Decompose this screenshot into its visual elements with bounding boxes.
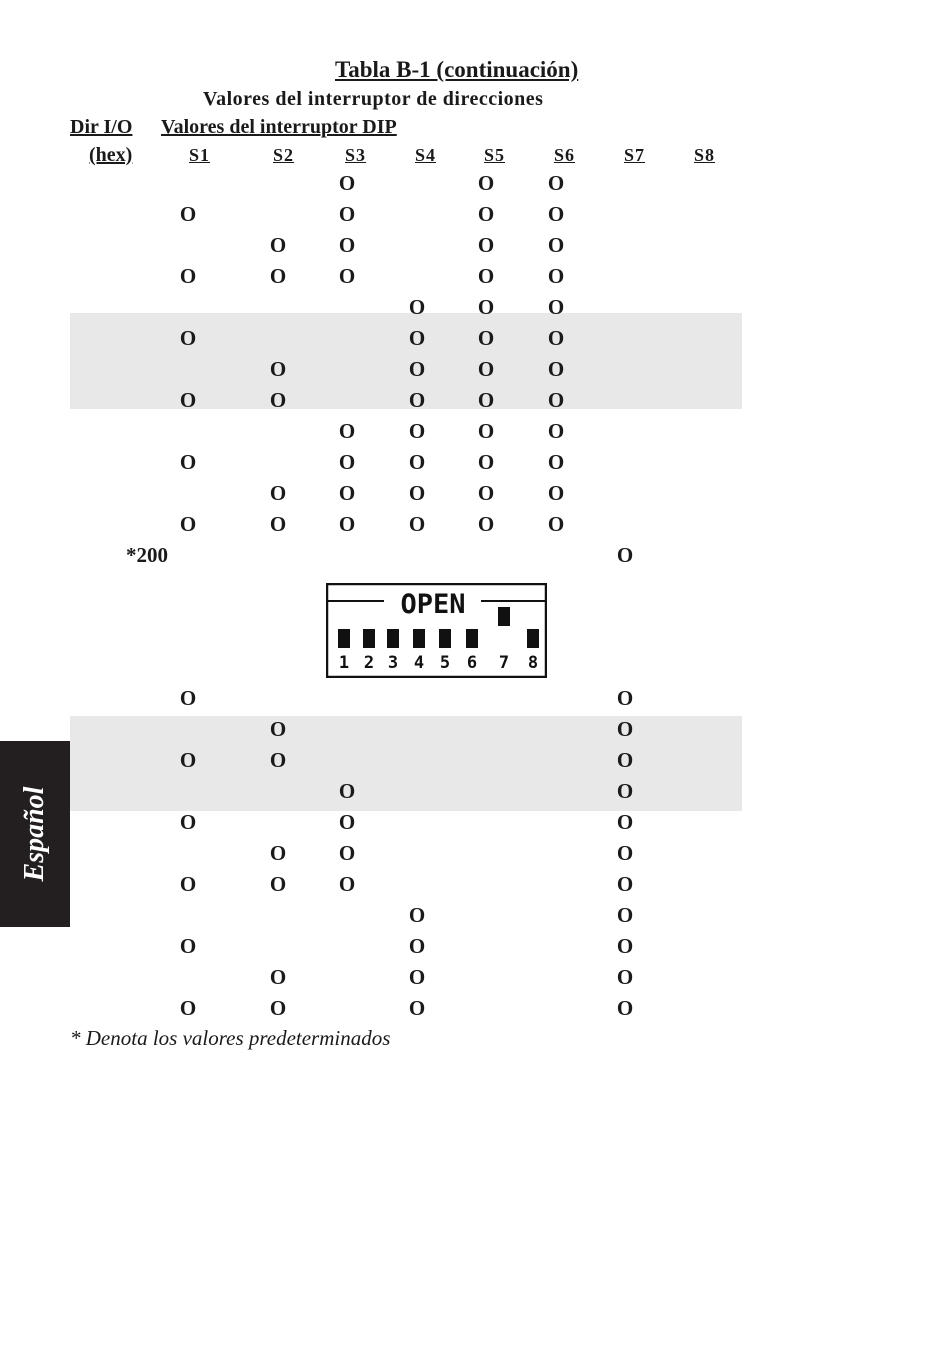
switch-s3-cell: O <box>338 512 356 536</box>
switch-s6-cell: O <box>547 233 565 257</box>
switch-s7-cell: O <box>616 996 634 1020</box>
header-dip-values: Valores del interruptor DIP <box>161 116 397 138</box>
switch-s7-cell: O <box>616 686 634 710</box>
switch-s6-cell: O <box>547 326 565 350</box>
switch-s1-cell: O <box>179 934 197 958</box>
switch-s5-cell: O <box>477 481 495 505</box>
switch-s2-cell: O <box>269 233 287 257</box>
switch-s6-cell: O <box>547 295 565 319</box>
switch-s4-cell: O <box>408 295 426 319</box>
language-label: Español <box>19 786 50 882</box>
header-s2: S2 <box>273 145 295 165</box>
dip-switch-8 <box>527 629 539 648</box>
dip-number-7: 7 <box>498 653 510 673</box>
switch-s1-cell: O <box>179 326 197 350</box>
switch-s5-cell: O <box>477 264 495 288</box>
switch-s3-cell: O <box>338 872 356 896</box>
switch-s1-cell: O <box>179 996 197 1020</box>
switch-s1-cell: O <box>179 748 197 772</box>
switch-s2-cell: O <box>269 996 287 1020</box>
switch-s5-cell: O <box>477 202 495 226</box>
switch-s2-cell: O <box>269 481 287 505</box>
table-subtitle: Valores del interruptor de direcciones <box>203 88 544 110</box>
switch-s4-cell: O <box>408 512 426 536</box>
switch-s3-cell: O <box>338 264 356 288</box>
dip-number-2: 2 <box>363 653 375 673</box>
table-row <box>0 292 950 323</box>
switch-s3-cell: O <box>338 419 356 443</box>
switch-s5-cell: O <box>477 171 495 195</box>
table-row <box>0 478 950 509</box>
dip-open-label: OPEN <box>400 589 466 620</box>
header-s8: S8 <box>694 145 716 165</box>
switch-s4-cell: O <box>408 450 426 474</box>
switch-s2-cell: O <box>269 264 287 288</box>
switch-s4-cell: O <box>408 388 426 412</box>
switch-s5-cell: O <box>477 388 495 412</box>
header-s5: S5 <box>484 145 506 165</box>
switch-s6-cell: O <box>547 202 565 226</box>
switch-s3-cell: O <box>338 450 356 474</box>
table-row <box>0 993 950 1024</box>
switch-s1-cell: O <box>179 512 197 536</box>
switch-s4-cell: O <box>408 357 426 381</box>
dip-switch-7 <box>498 607 510 626</box>
switch-s4-cell: O <box>408 996 426 1020</box>
footnote: * Denota los valores predeterminados <box>70 1026 391 1050</box>
switch-s5-cell: O <box>477 512 495 536</box>
switch-s5-cell: O <box>477 326 495 350</box>
switch-s5-cell: O <box>477 233 495 257</box>
switch-s6-cell: O <box>547 171 565 195</box>
switch-s7-cell: O <box>616 903 634 927</box>
switch-s2-cell: O <box>269 748 287 772</box>
dip-switch-3 <box>387 629 399 648</box>
table-row <box>0 323 950 354</box>
dip-switch-1 <box>338 629 350 648</box>
switch-s1-cell: O <box>179 450 197 474</box>
switch-s5-cell: O <box>477 419 495 443</box>
switch-s2-cell: O <box>269 512 287 536</box>
table-row <box>0 683 950 714</box>
switch-s7-cell: O <box>616 543 634 567</box>
switch-s1-cell: O <box>179 686 197 710</box>
dip-switch-4 <box>413 629 425 648</box>
switch-s1-cell: O <box>179 872 197 896</box>
table-row <box>0 714 950 745</box>
switch-s7-cell: O <box>616 934 634 958</box>
switch-s6-cell: O <box>547 481 565 505</box>
table-row <box>0 900 950 931</box>
dip-switch-2 <box>363 629 375 648</box>
switch-s4-cell: O <box>408 903 426 927</box>
header-s3: S3 <box>345 145 367 165</box>
switch-s3-cell: O <box>338 810 356 834</box>
dip-number-4: 4 <box>413 653 425 673</box>
switch-s1-cell: O <box>179 264 197 288</box>
switch-s3-cell: O <box>338 779 356 803</box>
table-row <box>0 962 950 993</box>
switch-s7-cell: O <box>616 841 634 865</box>
header-dir-io: Dir I/O <box>70 116 133 138</box>
switch-s3-cell: O <box>338 481 356 505</box>
table-row <box>0 776 950 807</box>
table-row <box>0 838 950 869</box>
switch-s6-cell: O <box>547 388 565 412</box>
switch-s1-cell: O <box>179 810 197 834</box>
switch-s4-cell: O <box>408 965 426 989</box>
header-s4: S4 <box>415 145 437 165</box>
table-row <box>0 540 950 571</box>
switch-s2-cell: O <box>269 717 287 741</box>
table-row <box>0 416 950 447</box>
switch-s2-cell: O <box>269 357 287 381</box>
table-row <box>0 807 950 838</box>
dip-switch-5 <box>439 629 451 648</box>
switch-s4-cell: O <box>408 326 426 350</box>
switch-s6-cell: O <box>547 450 565 474</box>
table-row <box>0 509 950 540</box>
switch-s7-cell: O <box>616 779 634 803</box>
switch-s2-cell: O <box>269 841 287 865</box>
hex-address-cell: *200 <box>126 543 168 567</box>
switch-s6-cell: O <box>547 419 565 443</box>
switch-s2-cell: O <box>269 965 287 989</box>
switch-s1-cell: O <box>179 202 197 226</box>
switch-s6-cell: O <box>547 512 565 536</box>
switch-s2-cell: O <box>269 872 287 896</box>
switch-s3-cell: O <box>338 841 356 865</box>
table-title: Tabla B-1 (continuación) <box>335 57 579 82</box>
switch-s7-cell: O <box>616 748 634 772</box>
dip-number-8: 8 <box>527 653 539 673</box>
switch-s3-cell: O <box>338 202 356 226</box>
dip-number-5: 5 <box>439 653 451 673</box>
header-hex: (hex) <box>89 144 133 166</box>
table-row <box>0 745 950 776</box>
switch-s5-cell: O <box>477 295 495 319</box>
switch-s6-cell: O <box>547 357 565 381</box>
header-s6: S6 <box>554 145 576 165</box>
dip-switch-graphic <box>326 583 547 678</box>
switch-s1-cell: O <box>179 388 197 412</box>
header-s7: S7 <box>624 145 646 165</box>
switch-s5-cell: O <box>477 357 495 381</box>
table-row <box>0 354 950 385</box>
table-row <box>0 447 950 478</box>
switch-s3-cell: O <box>338 233 356 257</box>
switch-s2-cell: O <box>269 388 287 412</box>
language-side-tab <box>0 741 70 927</box>
switch-s7-cell: O <box>616 810 634 834</box>
table-row <box>0 931 950 962</box>
table-row <box>0 230 950 261</box>
dip-switch-6 <box>466 629 478 648</box>
table-row <box>0 385 950 416</box>
switch-s3-cell: O <box>338 171 356 195</box>
switch-s7-cell: O <box>616 872 634 896</box>
table-row <box>0 869 950 900</box>
dip-number-3: 3 <box>387 653 399 673</box>
dip-number-6: 6 <box>466 653 478 673</box>
switch-s6-cell: O <box>547 264 565 288</box>
table-row <box>0 261 950 292</box>
switch-s7-cell: O <box>616 717 634 741</box>
table-row <box>0 168 950 199</box>
dip-switch-diagram <box>326 583 547 678</box>
switch-s7-cell: O <box>616 965 634 989</box>
header-s1: S1 <box>189 145 211 165</box>
switch-s4-cell: O <box>408 934 426 958</box>
switch-s5-cell: O <box>477 450 495 474</box>
switch-s4-cell: O <box>408 419 426 443</box>
dip-number-1: 1 <box>338 653 350 673</box>
switch-s4-cell: O <box>408 481 426 505</box>
table-row <box>0 199 950 230</box>
